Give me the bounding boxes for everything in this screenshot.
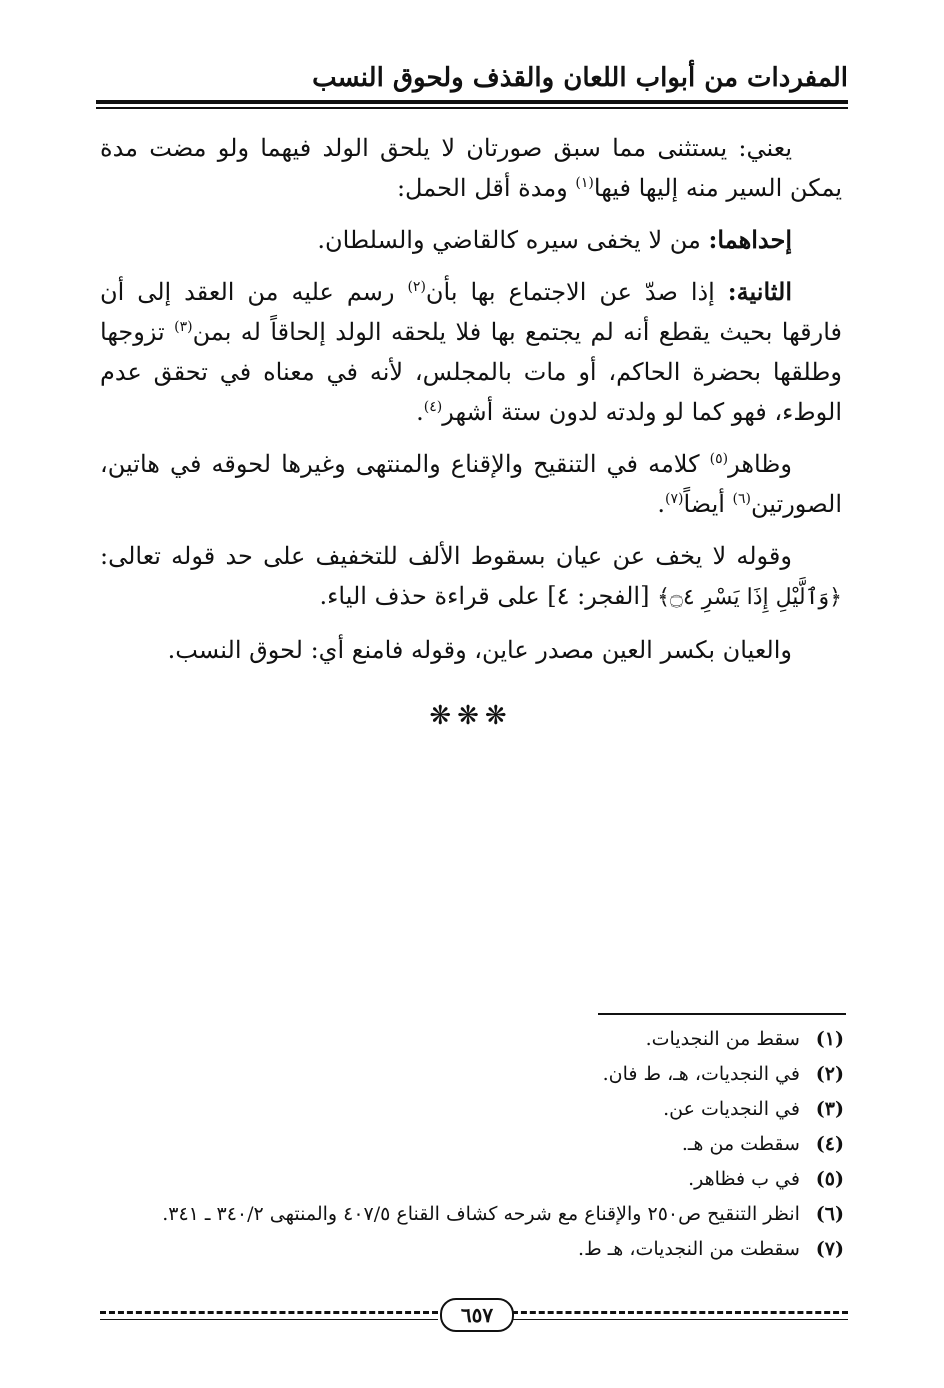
quran-verse: ﴿وَٱلَّيْلِ إِذَا يَسْرِ ۝٤﴾ [657,585,842,610]
paragraph-5 [100,536,842,618]
footnote-ref-2: (٢) [407,279,426,295]
footnote-number: (٥) [815,1168,844,1190]
section-separator-stars: ❋❋❋ [429,701,513,731]
paragraph-5-text-a: وقوله لا يخف عن عيان بسقوط الألف للتخفيف على حد قوله تعالى: [100,542,792,570]
paragraph-2-text: من لا يخفى سيره كالقاضي والسلطان. [317,226,709,254]
paragraph-1-end: ومدة أقل الحمل: [396,174,576,202]
footnote-ref-1: (١) [575,175,594,191]
footnote-item [100,1232,844,1267]
footnote-number: (٧) [815,1238,844,1260]
footnote-number: (٢) [815,1063,844,1085]
footnote-number: (٤) [815,1133,844,1155]
paragraph-6-text: والعيان بكسر العين مصدر عاين، وقوله فامنع أي: لحوق النسب. [167,636,792,664]
paragraph-3-text-a: إذا صدّ عن الاجتماع بها بأن [425,278,728,306]
footnote-ref-6: (٦) [732,491,752,507]
footnote-ref-5: (٥) [709,451,729,467]
footnote-item [100,1022,844,1057]
footnote-text: انظر التنقيح ص٢٥٠ والإقناع مع شرحه كشاف القناع ٤٠٧/٥ والمنتهى ٣٤٠/٢ ـ ٣٤١. [162,1203,800,1225]
footnote-ref-7: (٧) [664,491,684,507]
footnote-item [100,1127,844,1162]
page-footer [100,1296,848,1332]
footnotes [100,1022,844,1267]
running-header: المفردات من أبواب اللعان والقذف ولحوق النسب [312,63,848,93]
footnote-number: (٣) [815,1098,844,1120]
paragraph-3-end: . [416,398,424,426]
footnote-item [100,1162,844,1197]
paragraph-1 [100,128,842,208]
paragraph-2 [100,220,842,260]
paragraph-1-text: يعني: يستثنى مما سبق صورتان لا يلحق الولد فيهما ولو مضت مدة يمكن السير منه إليها فيها [100,134,842,202]
footnote-number: (١) [815,1028,844,1050]
keyword-first: إحداهما: [708,225,792,254]
footnote-ref-3: (٣) [174,319,193,335]
footnote-ref-4: (٤) [423,399,443,415]
footer-dashed-rule-left [100,1311,438,1314]
footer-thin-rule-right [512,1319,848,1320]
page-number: ٦٥٧ [440,1298,514,1332]
footnote-item [100,1197,844,1232]
paragraph-5-text-b: [الفجر: ٤] على قراءة حذف الياء. [319,582,658,610]
header-rule-thick [96,100,848,104]
header-rule-thin [96,107,848,109]
footnote-text: سقطت من هـ. [681,1133,800,1155]
footnote-item [100,1092,844,1127]
main-text [100,128,842,736]
footnote-text: سقط من النجديات. [645,1028,800,1050]
paragraph-3 [100,272,842,432]
keyword-second: الثانية: [727,277,792,306]
paragraph-3-text-c: تزوجها وطلقها بحضرة الحاكم، أو مات بالمجلس، لأنه في معناه في تحقق عدم الوطء، فهو كما لو ولدته لدون ستة أشهر [100,318,842,426]
paragraph-4-text-c: أيضاً [683,490,733,518]
footnote-rule [598,1013,846,1015]
paragraph-3-text-b: رسم عليه من العقد إلى أن فارقها بحيث يقطع أنه لم يجتمع بها فلا يلحقه الولد إلحاقاً له بمن [100,278,842,346]
paragraph-4-end: . [657,490,665,518]
paragraph-4-text-a: وظاهر [728,450,792,478]
footnote-text: في النجديات، هـ، ط فان. [602,1063,800,1085]
paragraph-4-text-b: كلامه في التنقيح والإقناع والمنتهى وغيرها لحوقه في هاتين، الصورتين [100,450,842,518]
footer-thin-rule-left [100,1319,438,1320]
paragraph-6 [100,630,842,670]
paragraph-4 [100,444,842,524]
footnote-text: في النجديات عن. [663,1098,800,1120]
footnote-text: في ب فظاهر. [688,1168,800,1190]
footnote-item [100,1057,844,1092]
footnote-number: (٦) [815,1203,844,1225]
footnote-text: سقطت من النجديات، هـ ط. [578,1238,800,1260]
footer-dashed-rule-right [512,1311,848,1314]
